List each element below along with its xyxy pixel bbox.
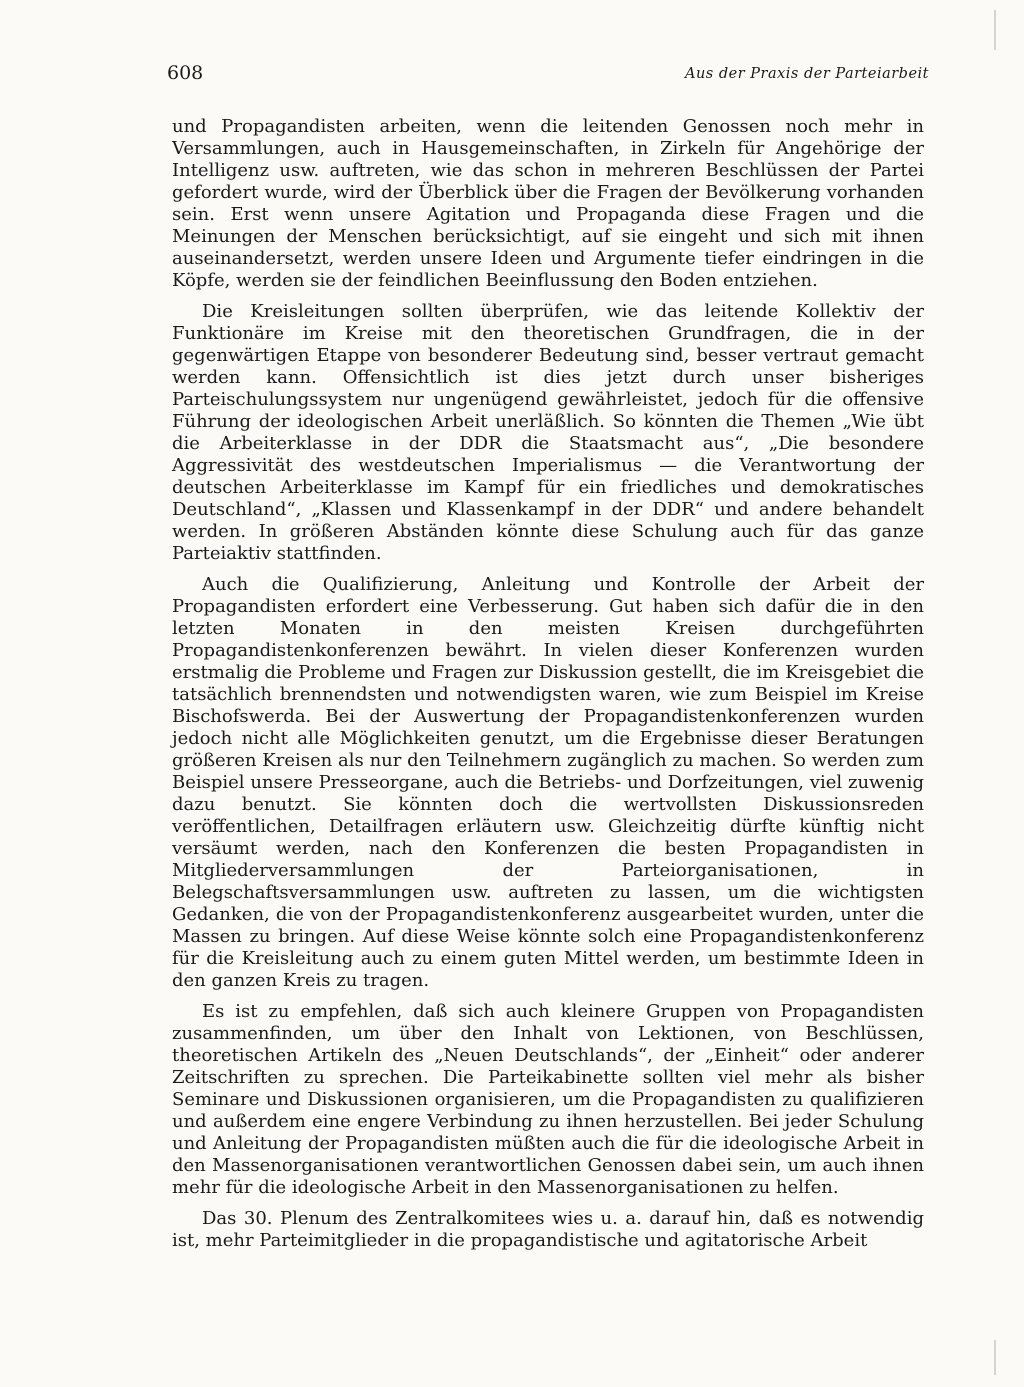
paragraph-3: Auch die Qualifizierung, Anleitung und Kontrolle der Arbeit der Propagandisten erfordert eine Verbesserung. Gut haben sich dafür die in den letzten Monaten in den meisten Kreisen durchgeführten Propagandistenkonferenzen bewährt. In vielen dieser Konferenzen wurden erstmalig die Probleme und Fragen zur Diskussion gestellt, die im Kreisgebiet die tatsächlich brennendsten und notwendigsten waren, wie zum Beispiel im Kreise Bischofswerda. Bei der Auswertung der Propagandistenkonferenzen wurden jedoch nicht alle Möglichkeiten genutzt, um die Ergebnisse dieser Beratungen größeren Kreisen als nur den Teilnehmern zugänglich zu machen. So werden zum Beispiel unsere Presseorgane, auch die Betriebs- und Dorfzeitungen, viel zuwenig dazu benutzt. Sie könnten doch die wertvollsten Diskussionsreden veröffentlichen, Detailfragen erläutern usw. Gleichzeitig dürfte künftig nicht versäumt werden, nach den Konferenzen die besten Propagandisten in Mitgliederversammlungen der Parteiorganisationen, in Belegschaftsversammlungen usw. auftreten zu lassen, um die wichtigsten Gedanken, die von der Propagandistenkonferenz ausgearbeitet wurden, unter die Massen zu bringen. Auf diese Weise könnte solch eine Propagandistenkonferenz für die Kreisleitung auch zu einem guten Mittel werden, um bestimmte Ideen in den ganzen Kreis zu tragen. xyxy=(172,574,924,991)
paragraph-5: Das 30. Plenum des Zentralkomitees wies u. a. darauf hin, daß es notwendig ist, mehr Parteimitglieder in die propagandistische und agitatorische Arbeit xyxy=(172,1208,924,1251)
paragraph-4: Es ist zu empfehlen, daß sich auch kleinere Gruppen von Propagandisten zusammenfinden, um über den Inhalt von Lektionen, von Beschlüssen, theoretischen Artikeln des „Neuen Deutschlands“, der „Einheit“ oder anderer Zeitschriften zu sprechen. Die Parteikabinette sollten viel mehr als bisher Seminare und Diskussionen organisieren, um die Propagandisten zu qualifizieren und außerdem eine engere Verbindung zu ihnen herzustellen. Bei jeder Schulung und Anleitung der Propagandisten müßten auch die für die ideologische Arbeit in den Massenorganisationen verantwortlichen Genossen dabei sein, um auch ihnen mehr für die ideologische Arbeit in den Massenorganisationen zu helfen. xyxy=(172,1001,924,1198)
paragraph-1: und Propagandisten arbeiten, wenn die leitenden Genossen noch mehr in Versammlungen, auch in Hausgemeinschaften, in Zirkeln für Angehörige der Intelligenz usw. auftreten, wie das schon in mehreren Beschlüssen der Partei gefordert wurde, wird der Überblick über die Fragen der Bevölkerung vorhanden sein. Erst wenn unsere Agitation und Propaganda diese Fragen und die Meinungen der Menschen berücksichtigt, auf sie eingeht und sich mit ihnen auseinandersetzt, werden unsere Ideen und Argumente tiefer eindringen in die Köpfe, werden sie der feindlichen Beeinflussung den Boden entziehen. xyxy=(172,116,924,291)
article-body xyxy=(172,116,924,1261)
running-header: Aus der Praxis der Parteiarbeit xyxy=(685,66,929,82)
scan-edge-mark xyxy=(994,1340,996,1375)
paragraph-2: Die Kreisleitungen sollten überprüfen, wie das leitende Kollektiv der Funktionäre im Kreise mit den theoretischen Grundfragen, die in der gegenwärtigen Etappe von besonderer Bedeutung sind, besser vertraut gemacht werden kann. Offensichtlich ist dies jetzt durch unser bisheriges Parteischulungssystem nur ungenügend gewährleistet, jedoch für die offensive Führung der ideologischen Arbeit unerläßlich. So könnten die Themen „Wie übt die Arbeiterklasse in der DDR die Staatsmacht aus“, „Die besondere Aggressivität des westdeutschen Imperialismus — die Verantwortung der deutschen Arbeiterklasse im Kampf für ein friedliches und demokratisches Deutschland“, „Klassen und Klassenkampf in der DDR“ und andere behandelt werden. In größeren Abständen könnte diese Schulung auch für das ganze Parteiaktiv stattfinden. xyxy=(172,301,924,564)
page-number: 608 xyxy=(167,62,204,84)
scan-edge-mark xyxy=(994,10,996,50)
